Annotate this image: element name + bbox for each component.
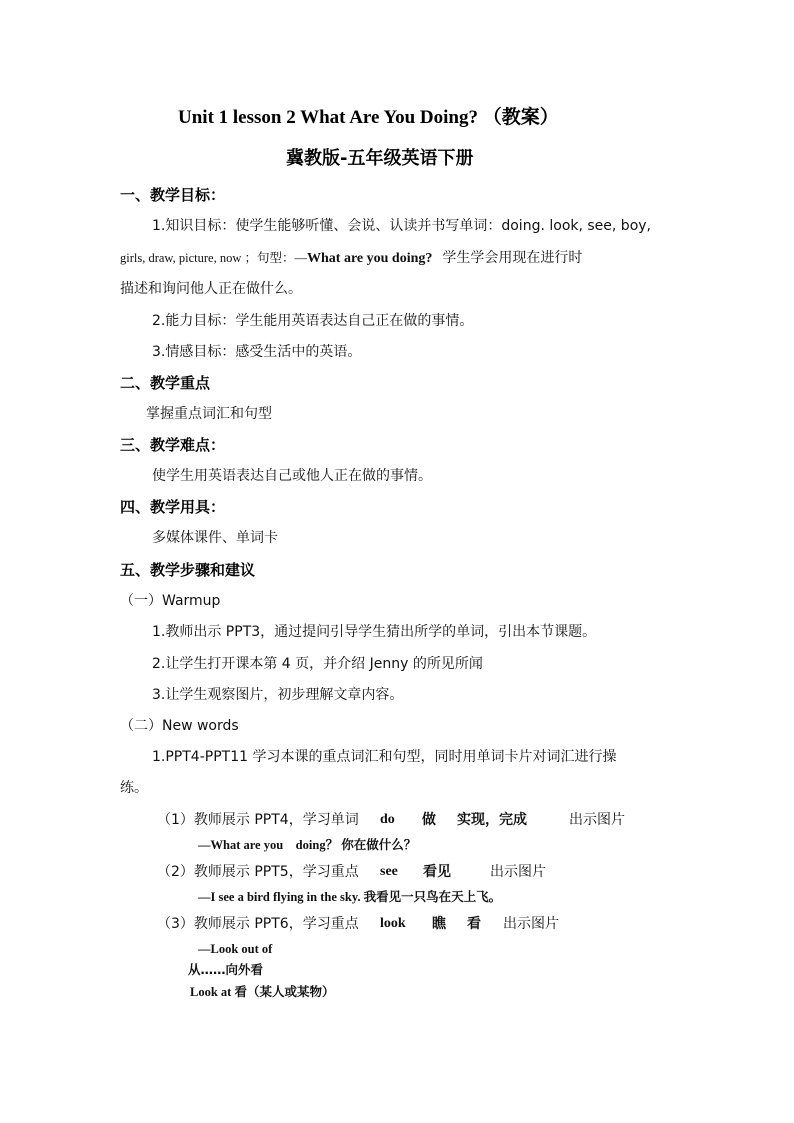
new-word-item-1-suffix: 出示图片 (569, 812, 625, 828)
objective-knowledge-line-2 (120, 248, 582, 269)
new-word-item-1-example: —What are you doing？ 你在做什么？ (198, 838, 417, 852)
objective-tense: 学生学会用现在进行时 (442, 250, 583, 266)
new-word-item-1-meaning-2: 实现，完成 (457, 812, 527, 828)
new-word-item-2-meaning: 看见 (423, 864, 451, 880)
new-word-item-3-example-2: Look at 看（某人或某物） (190, 985, 335, 999)
warmup-step-1: 1.教师出示 PPT3，通过提问引导学生猜出所学的单词，引出本节课题。 (152, 624, 597, 640)
objective-knowledge-line-1: 1.知识目标：使学生能够听懂、会说、认读并书写单词：doing. look, see, boy, (152, 218, 651, 234)
new-word-item-3-meaning-2: 看 (467, 916, 481, 932)
objective-sentence-pattern: What are you doing? (307, 251, 433, 266)
section-2-heading: 二、教学重点 (120, 374, 211, 392)
warmup-step-3: 3.让学生观察图片，初步理解文章内容。 (152, 687, 404, 703)
new-word-item-2-example: —I see a bird flying in the sky. 我看见一只鸟在天上飞。 (198, 890, 502, 904)
section-4-heading: 四、教学用具： (120, 498, 226, 516)
new-word-item-3-suffix: 出示图片 (503, 916, 559, 932)
new-word-item-1-meaning-1: 做 (422, 812, 436, 828)
new-word-item-3-example-1-meaning: 从……向外看 (188, 962, 264, 977)
objective-knowledge-line-3: 描述和询问他人正在做什么。 (120, 281, 302, 297)
new-word-item-1-prefix: （1）教师展示 PPT4，学习单词 (157, 812, 359, 828)
new-word-item-3-example-1: —Look out of (198, 942, 273, 956)
teaching-aids-text: 多媒体课件、单词卡 (152, 530, 278, 546)
difficulty-text: 使学生用英语表达自己或他人正在做的事情。 (152, 468, 432, 484)
document-title: Unit 1 lesson 2 What Are You Doing? （教案） (178, 107, 559, 128)
section-1-heading: 一、教学目标： (120, 186, 226, 204)
new-words-heading: （二）New words (120, 718, 239, 734)
objective-ability: 2.能力目标：学生能用英语表达自己正在做的事情。 (152, 313, 474, 329)
new-words-intro-line-1: 1.PPT4-PPT11 学习本课的重点词汇和句型，同时用单词卡片对词汇进行操 (152, 749, 617, 765)
warmup-step-2: 2.让学生打开课本第 4 页，并介绍 Jenny 的所见所闻 (152, 656, 483, 672)
new-word-item-2-word: see (380, 864, 398, 879)
section-3-heading: 三、教学难点： (120, 436, 226, 454)
new-word-item-3-meaning-1: 瞧 (432, 916, 446, 932)
document-subtitle: 冀教版-五年级英语下册 (286, 148, 474, 169)
new-word-item-3-word: look (380, 916, 406, 931)
new-word-item-3-prefix: （3）教师展示 PPT6，学习重点 (157, 916, 359, 932)
warmup-heading: （一）Warmup (120, 593, 221, 609)
objective-words: girls, draw, picture, now ；句型：— (120, 251, 308, 265)
new-word-item-2-suffix: 出示图片 (490, 864, 546, 880)
objective-emotion: 3.情感目标：感受生活中的英语。 (152, 344, 362, 360)
new-words-intro-line-2: 练。 (120, 780, 148, 796)
section-5-heading: 五、教学步骤和建议 (120, 561, 256, 579)
new-word-item-2-prefix: （2）教师展示 PPT5，学习重点 (157, 864, 359, 880)
key-points-text: 掌握重点词汇和句型 (146, 406, 272, 422)
new-word-item-1-word: do (380, 812, 395, 827)
